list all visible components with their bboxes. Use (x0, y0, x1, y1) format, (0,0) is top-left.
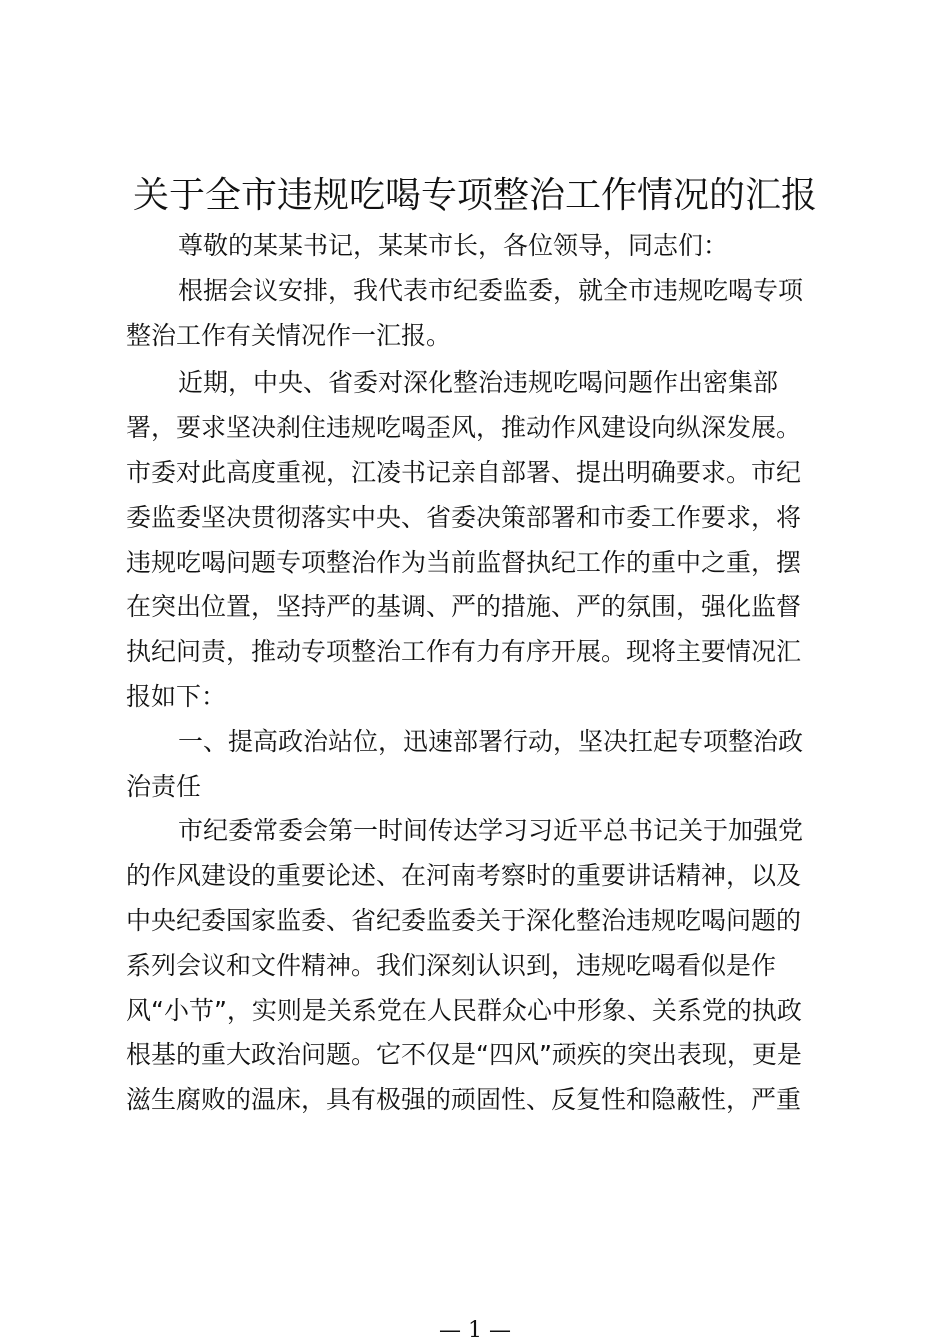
text-line: 根据会议安排，我代表市纪委监委，就全市违规吃喝专项 (178, 275, 804, 305)
paragraph-3 (126, 809, 826, 1123)
text-line: 报如下： (126, 681, 227, 711)
text-line: 委监委坚决贯彻落实中央、省委决策部署和市委工作要求，将 (126, 502, 802, 532)
text-line: 署，要求坚决刹住违规吃喝歪风，推动作风建设向纵深发展。 (126, 413, 802, 443)
paragraph-1 (126, 269, 826, 359)
text-line: 系列会议和文件精神。我们深刻认识到，违规吃喝看似是作 (126, 950, 777, 980)
heading-line: 一、提高政治站位，迅速部署行动，坚决扛起专项整治政 (178, 726, 804, 756)
text-line: 滋生腐败的温床，具有极强的顽固性、反复性和隐蔽性，严重 (126, 1085, 802, 1115)
text-line: 在突出位置，坚持严的基调、严的措施、严的氛围，强化监督 (126, 592, 802, 622)
page-number: — 1 — (439, 1318, 511, 1343)
text-line: 违规吃喝问题专项整治作为当前监督执纪工作的重中之重，摆 (126, 547, 802, 577)
text-line: 中央纪委国家监委、省纪委监委关于深化整治违规吃喝问题的 (126, 905, 802, 935)
heading-line: 治责任 (126, 771, 202, 801)
text-line: 根基的重大政治问题。它不仅是“四风”顽疾的突出表现，更是 (126, 1040, 802, 1070)
section-heading-1 (126, 720, 826, 810)
text-line: 市委对此高度重视，江凌书记亲自部署、提出明确要求。市纪 (126, 457, 802, 487)
document-body (126, 224, 826, 1123)
text-line: 的作风建设的重要论述、在河南考察时的重要讲话精神，以及 (126, 861, 802, 891)
paragraph-2 (126, 361, 826, 719)
text-line: 整治工作有关情况作一汇报。 (126, 320, 452, 350)
text-line: 执纪问责，推动专项整治工作有力有序开展。现将主要情况汇 (126, 637, 802, 667)
text-line: 风“小节”，实则是关系党在人民群众心中形象、关系党的执政 (126, 995, 802, 1025)
text-line: 市纪委常委会第一时间传达学习习近平总书记关于加强党 (178, 816, 804, 846)
document-title: 关于全市违规吃喝专项整治工作情况的汇报 (132, 175, 817, 216)
salutation: 尊敬的某某书记，某某市长，各位领导，同志们： (178, 231, 729, 260)
text-line: 近期，中央、省委对深化整治违规吃喝问题作出密集部 (178, 368, 779, 398)
